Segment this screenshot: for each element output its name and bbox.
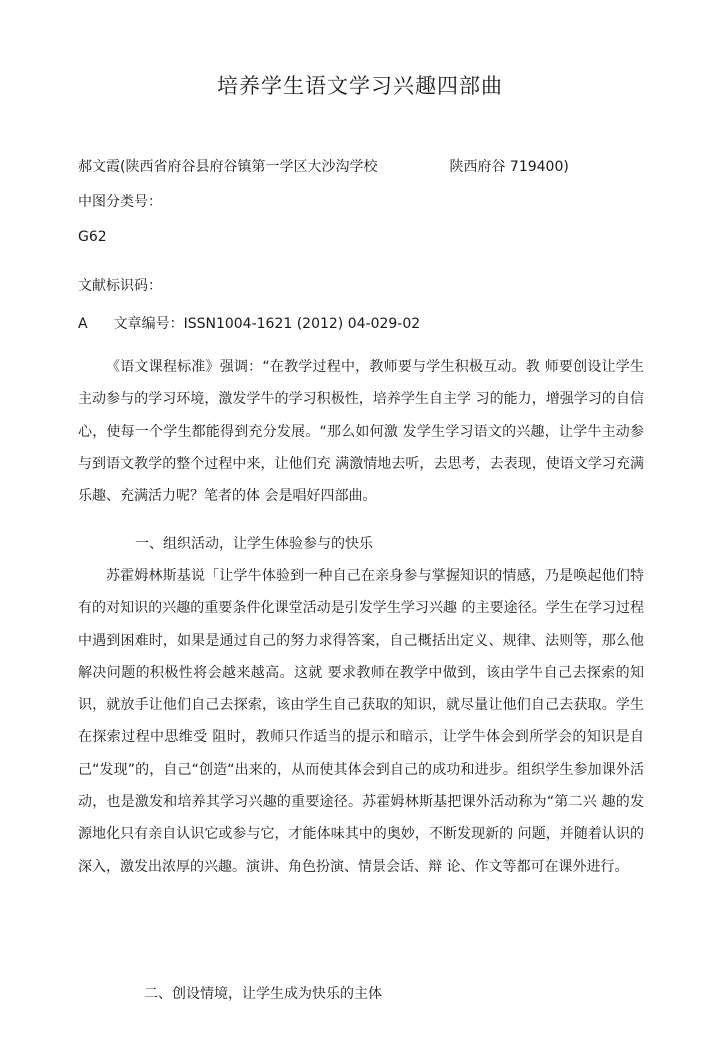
- paragraph-2: 苏霍姆林斯基说「让学牛体验到一种自己在亲身参与掌握知识的情感，乃是唤起他们特有的对知识的兴趣的重要条件化课堂活动是引发学生学习兴趣 的主要途径。学生在学习过程中遇到困难时，如果是通过自己的努力求得答案，自己概括出定义、规律、法则等，那么他解决问题的积极性将会越来越高。这就 要求教师在教学中做到，该由学牛自己去探索的知识，就放手让他们自己去探索，该由学生自己获取的知识，就尽量让他们自己去获取。学生在探索过程中思维受 阻时，教师只作适当的提示和暗示，让学牛体会到所学会的知识是自己“发现”的，自己“创造“出来的，从而使其体会到自己的成功和进步。组织学生参加课外活动，也是激发和培养其学习兴趣的重要途径。苏霍姆林斯基把课外活动称为“第二兴 趣的发源地化只有亲自认识它或参与它，才能体味其中的奥妙，不断发现新的 问题，并随着认识的深入，激发出浓厚的兴趣。演讲、角色扮演、情景会话、辩 论、作文等都可在课外进行。: [78, 568, 644, 875]
- author-line: [78, 156, 569, 176]
- doc-id-label: 文献标识码：: [78, 278, 162, 294]
- article-number: 文章编号：ISSN1004-1621 (2012) 04-029-02: [113, 316, 421, 332]
- section-heading-1: 一、组织活动，让学生体验参与的快乐: [135, 536, 373, 552]
- doc-id-code: A: [78, 316, 88, 332]
- section-heading-2: 二、创设情境，让学生成为快乐的主体: [144, 986, 382, 1002]
- classification-value: G62: [78, 229, 107, 245]
- paragraph-1: 《语文课程标准》强调：“在教学过程中，教师要与学生积极互动。教 师要创设让学生主动参与的学习环境，激发学牛的学习积极性，培养学生自主学 习的能力，增强学习的自信心，使每一个学生都能得到充分发展。“那么如何激 发学生学习语文的兴趣，让学牛主动参与到语文教学的整个过程中来，让他们充 满激情地去听，去思考，去表现，使语文学习充满乐趣、充满活力呢？笔者的体 会是唱好四部曲。: [78, 359, 644, 505]
- author-school: 郝文霞(陕西省府谷县府谷镇第一学区大沙沟学校: [78, 159, 378, 175]
- location-code: 陕西府谷 719400): [449, 159, 569, 175]
- article-title: 培养学生语文学习兴趣四部曲: [217, 74, 503, 98]
- classification-label: 中图分类号：: [78, 194, 162, 210]
- doc-id-line: [78, 313, 420, 333]
